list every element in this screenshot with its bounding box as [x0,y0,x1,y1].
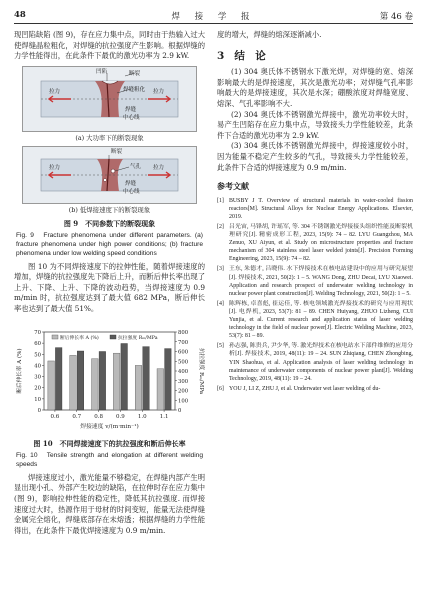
bar-elongation [157,368,164,409]
reference-text: YOU J, LI Z, ZHU J, et al. Underwater wet laser welding of du- [229,385,381,392]
body-paragraph: 度的增大，焊缝的熔深逐渐减小. [217,30,322,39]
label-grain-coarsening: 焊缝粗化 [123,86,146,93]
figure-10 [14,318,205,469]
section-heading [217,51,413,62]
y-right-tick-label: 200 [178,388,189,395]
y-left-tick-label: 30 [34,374,41,381]
y-right-tick-label: 500 [178,358,189,365]
reference-list [217,197,413,393]
reference-text: 孙志强, 陈贵兵, 尹少华, 等. 激光焊技术在核电站水下部件维修的应用分析[J]. 焊接技术, 2019, 48(11): 19 – 24. SUN Zhiqiang, CHEN Zhongbing, YIN Shaohua, et al. Application analysis of laser welding technology in maintenance of underwater components of nuclear power plant[J]. Welding Technology, 2019, 48(11): 19 – 24. [229,343,413,382]
legend-swatch-strength [110,335,116,339]
legend-label-strength: 抗拉强度 Rₘ/MPa [118,335,158,341]
label-weld: 焊缝 [125,181,137,188]
label-force-right: 拉力 [153,165,165,172]
x-tick-label: 1.0 [137,413,147,420]
y-right-tick-label: 0 [178,407,182,414]
y-left-tick-label: 0 [37,407,41,414]
x-tick-label: 0.9 [116,413,125,420]
x-tick-label: 1.1 [159,413,169,420]
bar-tensile-strength [165,348,172,409]
reference-number: [6] [217,385,224,392]
label-force-right: 拉力 [153,88,165,95]
reference-item [217,342,413,382]
y-left-tick-label: 70 [34,329,41,336]
reference-text: 王东, 朱德才, 吕晓伟. 水下焊接技术在核电站建设中的应用与研究展望[J]. 焊接技术, 2021, 50(2): 1 – 5. WANG Dong, ZHU Decai, LYU Xiaowei. Application and research prospect of underwater welding technology in nuclear power plant construction[J]. Welding Technology, 2021, 50(2): 1 – 5. [229,266,413,297]
y-left-tick-label: 50 [34,351,41,358]
legend-swatch-elongation [52,335,58,339]
y-right-axis-title: 抗拉强度 Rₘ/MPa [198,347,204,394]
y-left-tick-label: 10 [34,396,41,403]
label-depression: 凹陷 [96,68,108,75]
bar-elongation [70,355,77,410]
fracture-diagram-b [23,147,196,203]
y-right-tick-label: 100 [178,397,189,404]
body-paragraph: 图 10 为不同焊接速度下的拉伸性能，随着焊接速度的增加，焊缝的抗拉强度先下降后上升，而断后伸长率出现了上升、下降、上升、下降的波动趋势，当焊接速度为 0.9 m/min 时，抗拉强度达到了最大值 682 MPa，断后伸长率也达到了最大值 51%。 [14,261,205,313]
bar-tensile-strength [55,347,62,409]
reference-number: [5] [217,343,224,350]
reference-item [217,265,413,297]
section-number: 3 [217,49,225,62]
figure-9a-image [22,66,197,132]
x-tick-label: 0.8 [94,413,103,420]
figure-9 [14,66,205,258]
label-fracture: 断裂 [111,149,123,156]
page-number: 48 [14,10,26,20]
figure-10-caption-en: Fig. 10 Tensile strength and elongation at different welding speeds [16,451,203,468]
label-centerline: 中心线 [123,189,140,196]
running-header [14,8,413,24]
y-left-tick-label: 60 [34,340,41,347]
label-centerline: 中心线 [123,114,140,121]
bar-elongation [48,361,55,410]
reference-text: BUSBY J T. Overview of structural materials in water-cooled fission reactors[M]. Structural Alloys for Nuclear Energy Applications. Elsevier, 2019. [229,197,413,220]
label-force-left: 拉力 [49,88,61,95]
y-right-tick-label: 800 [178,329,189,336]
label-force-left: 拉力 [49,165,61,172]
bar-tensile-strength [143,346,150,409]
figure-9b-subcaption: (b) 低焊接速度下的断裂现象 [68,206,151,215]
figure-9-caption-en: Fig. 9 Fracture phenomena under different parameters. (a) fracture phenomena under high power conditions; (b) fracture phenomena under low welding speed conditions [16,231,203,257]
plot-frame [44,332,175,410]
figure-10-caption: 图 10 不同焊接速度下的抗拉强度和断后伸长率 [33,439,186,449]
chart-tensile-elongation [14,318,205,434]
y-left-tick-label: 20 [34,385,41,392]
body-paragraph: 现凹陷缺陷 (图 9)，存在应力集中点，同时由于热输入过大使焊缝晶粒粗化，对焊缝的抗拉强度产生影响。根据焊缝的力学性能得出，在此条件下最优的激光功率为 2.9 kW. [14,30,205,61]
header-rule [14,23,413,24]
reference-text: 吕光宙, 马锋胡, 许瑶军, 等. 304 不锈钢激光焊接接头组织性能及断裂机理研究[J]. 精密成形工程, 2023, 15(9): 74 – 82. LYU Guangzhou, MA Zenuo, XU Aiyun, et al. Study on microstructure properties and fracture mechanism of 304 stainless steel laser welded joints[J]. Precision Forming Engineering, 2023, 15(9): 74 – 82. [229,224,413,263]
bar-tensile-strength [77,351,84,410]
x-tick-label: 0.6 [50,413,60,420]
bar-tensile-strength [99,351,106,410]
fracture-diagram-a [23,67,196,131]
figure-9-caption: 图 9 不同参数下的断裂现象 [63,218,156,228]
reference-number: [1] [217,197,224,204]
volume-label: 第 46 卷 [379,12,413,22]
x-tick-label: 0.7 [72,413,82,420]
y-left-tick-label: 40 [34,362,41,369]
reference-item [217,300,413,340]
conclusion-1: (1) 304 奥氏体不锈钢水下激光焊，对焊缝的宽、熔深影响最大的是焊接速度，其次是激光功率；对焊缝气孔率影响最大的是焊接速度，其次是水深；硼酸浓度对焊缝宽度、熔深、气孔率影响不大. [217,67,413,108]
journal-title: 焊 接 学 报 [171,12,256,22]
bar-elongation [92,358,99,409]
left-column [14,30,205,536]
reference-item [217,223,413,263]
x-axis-title: 焊接速度 v/(m·min⁻¹) [80,423,139,430]
legend-label-elongation: 断后伸长率 A (%) [60,335,99,341]
reference-number: [4] [217,300,224,307]
reference-text: 陈辉栋, 卓喜彪, 崔运佳, 等. 核电领域激光焊接技术的研究与应用现状[J]. 电焊机, 2023, 53(7): 81 – 89. CHEN Huiyang, ZHUO Lizheng, CUI Yunjia, et al. Current research and application status of laser welding technology in the field of nuclear power[J]. Electric Welding Machine, 2023, 53(7): 81 – 89. [229,300,413,340]
label-fracture: 断裂 [129,70,141,77]
bar-elongation [135,365,142,410]
y-right-tick-label: 400 [178,368,189,375]
y-right-tick-label: 600 [178,349,189,356]
figure-9a-subcaption: (a) 大功率下的断裂现象 [75,133,144,142]
section-title: 结 论 [234,49,266,62]
reference-number: [3] [217,266,224,273]
figure-9b-image [22,146,197,204]
body-paragraph: 焊接速度过小，激光能量不够稳定，在焊缝内部产生明显出现小孔、外部产生咬边的缺陷，在拉伸时存在应力集中 (图 9)，影响拉伸性能的稳定性，降低其抗拉强度. 而焊接速度过大时，热源作用于母材的时间变短，能量无法使焊缝金属完全熔化，焊缝底部存在未熔透；根据焊缝的力学性能得出，在此条件下最优焊接速度为 0.9 m/min. [14,472,205,535]
y-left-axis-title: 断后伸长率 A (%) [17,347,23,394]
y-right-tick-label: 300 [178,378,189,385]
references-heading: 参考文献 [217,181,249,192]
reference-number: [2] [217,224,224,230]
reference-item [217,197,413,221]
bar-elongation [113,353,120,410]
right-column [217,30,413,395]
label-weld: 焊缝 [125,106,137,113]
conclusion-3: (3) 304 奥氏体不锈钢激光焊接中，焊接速度较小时，因为能量不稳定产生较多的气孔，导致接头力学性能较差，此条件下合适的焊接速度为 0.9 m/min. [217,141,413,172]
conclusion-2: (2) 304 奥氏体不锈钢激光焊接中，激光功率较大时，易产生凹陷存在应力集中点，导致接头力学性能较差，此条件下合适的激光功率为 2.9 kW. [217,109,413,140]
reference-item [217,385,413,393]
label-porosity: 气孔 [130,164,142,171]
bar-tensile-strength [121,343,128,409]
y-right-tick-label: 700 [178,339,189,346]
